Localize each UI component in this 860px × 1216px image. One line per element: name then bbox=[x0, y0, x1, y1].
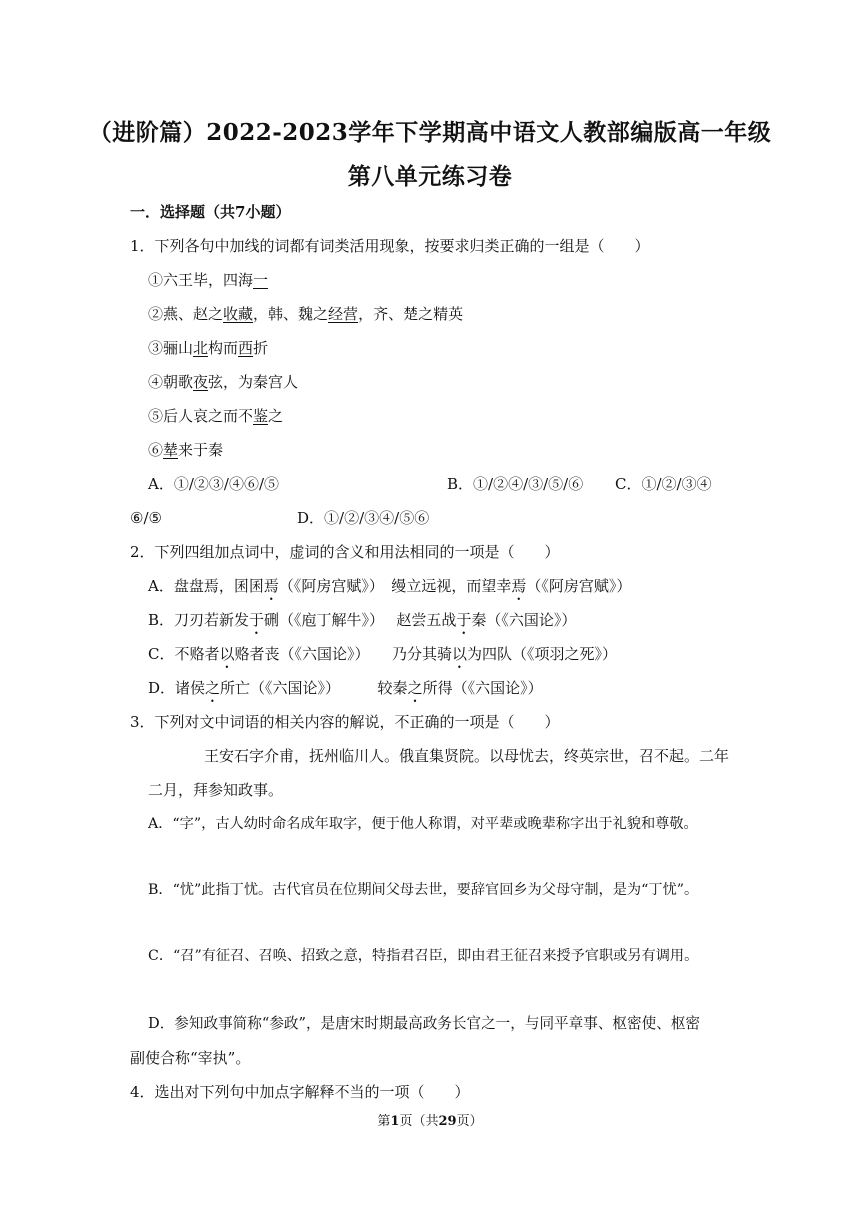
total-pages: 29 bbox=[438, 1114, 457, 1129]
q3-option-b: B．“忧”此指丁忧。古代官员在位期间父母去世，要辞官回乡为父母守制，是为“丁忧”。 bbox=[148, 882, 699, 898]
underlined-word: 西 bbox=[238, 339, 254, 357]
underlined-word: 夜 bbox=[193, 373, 209, 391]
dotted-word: 之 bbox=[407, 679, 423, 697]
q2-option-b bbox=[148, 610, 576, 638]
document-title-line1: （进阶篇）2022-2023学年下学期高中语文人教部编版高一年级 bbox=[88, 119, 772, 146]
question-1-stem: 1．下列各句中加线的词都有词类活用现象，按要求归类正确的一组是（ ） bbox=[130, 237, 650, 255]
dotted-word: 以 bbox=[452, 645, 468, 663]
q2-option-c bbox=[148, 644, 617, 672]
dotted-word: 焉 bbox=[263, 577, 279, 595]
option-text: （《阿房宫赋》） bbox=[526, 577, 632, 595]
option-text: （《阿房宫赋》） 缦立远视，而望幸 bbox=[278, 577, 512, 595]
option-text: 赂者丧（《六国论》） 乃分其骑 bbox=[234, 645, 453, 663]
option-text: D．诸侯 bbox=[148, 679, 206, 697]
q1-sentence-3 bbox=[148, 338, 268, 358]
q2-option-d bbox=[148, 678, 543, 706]
sentence-text: 构而 bbox=[208, 339, 239, 357]
sentence-text: 折 bbox=[253, 339, 269, 357]
sentence-text: ⑥ bbox=[148, 441, 164, 459]
q1-sentence-4 bbox=[148, 372, 298, 392]
q3-option-d-line-1: D．参知政事简称“参政”，是唐宋时期最高政务长官之一，与同平章事、枢密使、枢密 bbox=[148, 1015, 701, 1032]
underlined-word: 一 bbox=[253, 271, 269, 289]
option-text: 硎（《庖丁解牛》） 赵尝五战 bbox=[264, 611, 457, 629]
dotted-word: 以 bbox=[219, 645, 235, 663]
sentence-text: ，韩、魏之 bbox=[253, 305, 329, 323]
sentence-text: 之 bbox=[268, 407, 284, 425]
underlined-word: 经营 bbox=[328, 305, 359, 323]
footer-text: 页（共 bbox=[399, 1114, 439, 1129]
dotted-word: 于 bbox=[456, 611, 472, 629]
q1-option-b: B．①/②④/③/⑤/⑥ bbox=[447, 475, 584, 493]
option-text: 所亡（《六国论》） 较秦 bbox=[220, 679, 408, 697]
page-footer bbox=[0, 1110, 860, 1129]
option-text: 秦（《六国论》） bbox=[471, 611, 577, 629]
q3-option-a: A．“字”，古人幼时命名成年取字，便于他人称谓，对平辈或晚辈称字出于礼貌和尊敬。 bbox=[148, 816, 698, 832]
option-text: A．盘盘焉，囷囷 bbox=[148, 577, 264, 595]
q1-sentence-1 bbox=[148, 270, 268, 290]
sentence-text: ①六王毕，四海 bbox=[148, 271, 254, 289]
sentence-text: ，齐、楚之精英 bbox=[358, 305, 464, 323]
underlined-word: 鉴 bbox=[253, 407, 269, 425]
q1-sentence-6 bbox=[148, 440, 223, 460]
q3-passage-line-1: 王安石字介甫，抚州临川人。俄直集贤院。以母忧去，终英宗世，召不起。二年 bbox=[204, 747, 730, 765]
q1-option-c: C．①/②/③④ bbox=[615, 475, 712, 493]
question-2-stem: 2．下列四组加点词中，虚词的含义和用法相同的一项是（ ） bbox=[130, 543, 560, 561]
underlined-word: 收藏 bbox=[223, 305, 254, 323]
footer-text: 第 bbox=[377, 1114, 391, 1129]
underlined-word: 辇 bbox=[163, 441, 179, 459]
option-text: C．不赂者 bbox=[148, 645, 220, 663]
q1-option-a: A．①/②③/④⑥/⑤ bbox=[148, 475, 279, 493]
sentence-text: 来于秦 bbox=[178, 441, 224, 459]
option-text: B．刀刃若新发 bbox=[148, 611, 250, 629]
underlined-word: 北 bbox=[193, 339, 209, 357]
section-heading: 一．选择题（共7小题） bbox=[130, 203, 291, 221]
footer-text: 页） bbox=[456, 1114, 483, 1129]
q3-passage-line-2: 二月，拜参知政事。 bbox=[148, 781, 284, 799]
q3-option-c: C．“召”有征召、召唤、招致之意，特指君召臣，即由君王征召来授予官职或另有调用。 bbox=[148, 948, 699, 964]
question-4-stem: 4．选出对下列句中加点字解释不当的一项（ ） bbox=[130, 1083, 470, 1101]
q1-option-d: D．①/②/③④/⑤⑥ bbox=[297, 509, 430, 527]
sentence-text: 弦，为秦宫人 bbox=[208, 373, 299, 391]
q2-option-a bbox=[148, 576, 631, 604]
q3-option-d-line-2: 副使合称“宰执”。 bbox=[130, 1049, 251, 1067]
dotted-word: 焉 bbox=[511, 577, 527, 595]
document-title-line2: 第八单元练习卷 bbox=[347, 163, 513, 190]
dotted-word: 之 bbox=[205, 679, 221, 697]
q1-sentence-5 bbox=[148, 406, 283, 426]
q1-option-c-continued: ⑥/⑤ bbox=[130, 509, 162, 527]
sentence-text: ②燕、赵之 bbox=[148, 305, 224, 323]
dotted-word: 于 bbox=[249, 611, 265, 629]
option-text: 为四队（《项羽之死》） bbox=[467, 645, 618, 663]
option-text: 所得（《六国论》） bbox=[422, 679, 543, 697]
question-3-stem: 3．下列对文中词语的相关内容的解说，不正确的一项是（ ） bbox=[130, 713, 560, 731]
page-number: 1 bbox=[390, 1114, 400, 1129]
sentence-text: ④朝歌 bbox=[148, 373, 194, 391]
sentence-text: ⑤后人哀之而不 bbox=[148, 407, 254, 425]
q1-sentence-2 bbox=[148, 304, 463, 324]
sentence-text: ③骊山 bbox=[148, 339, 194, 357]
